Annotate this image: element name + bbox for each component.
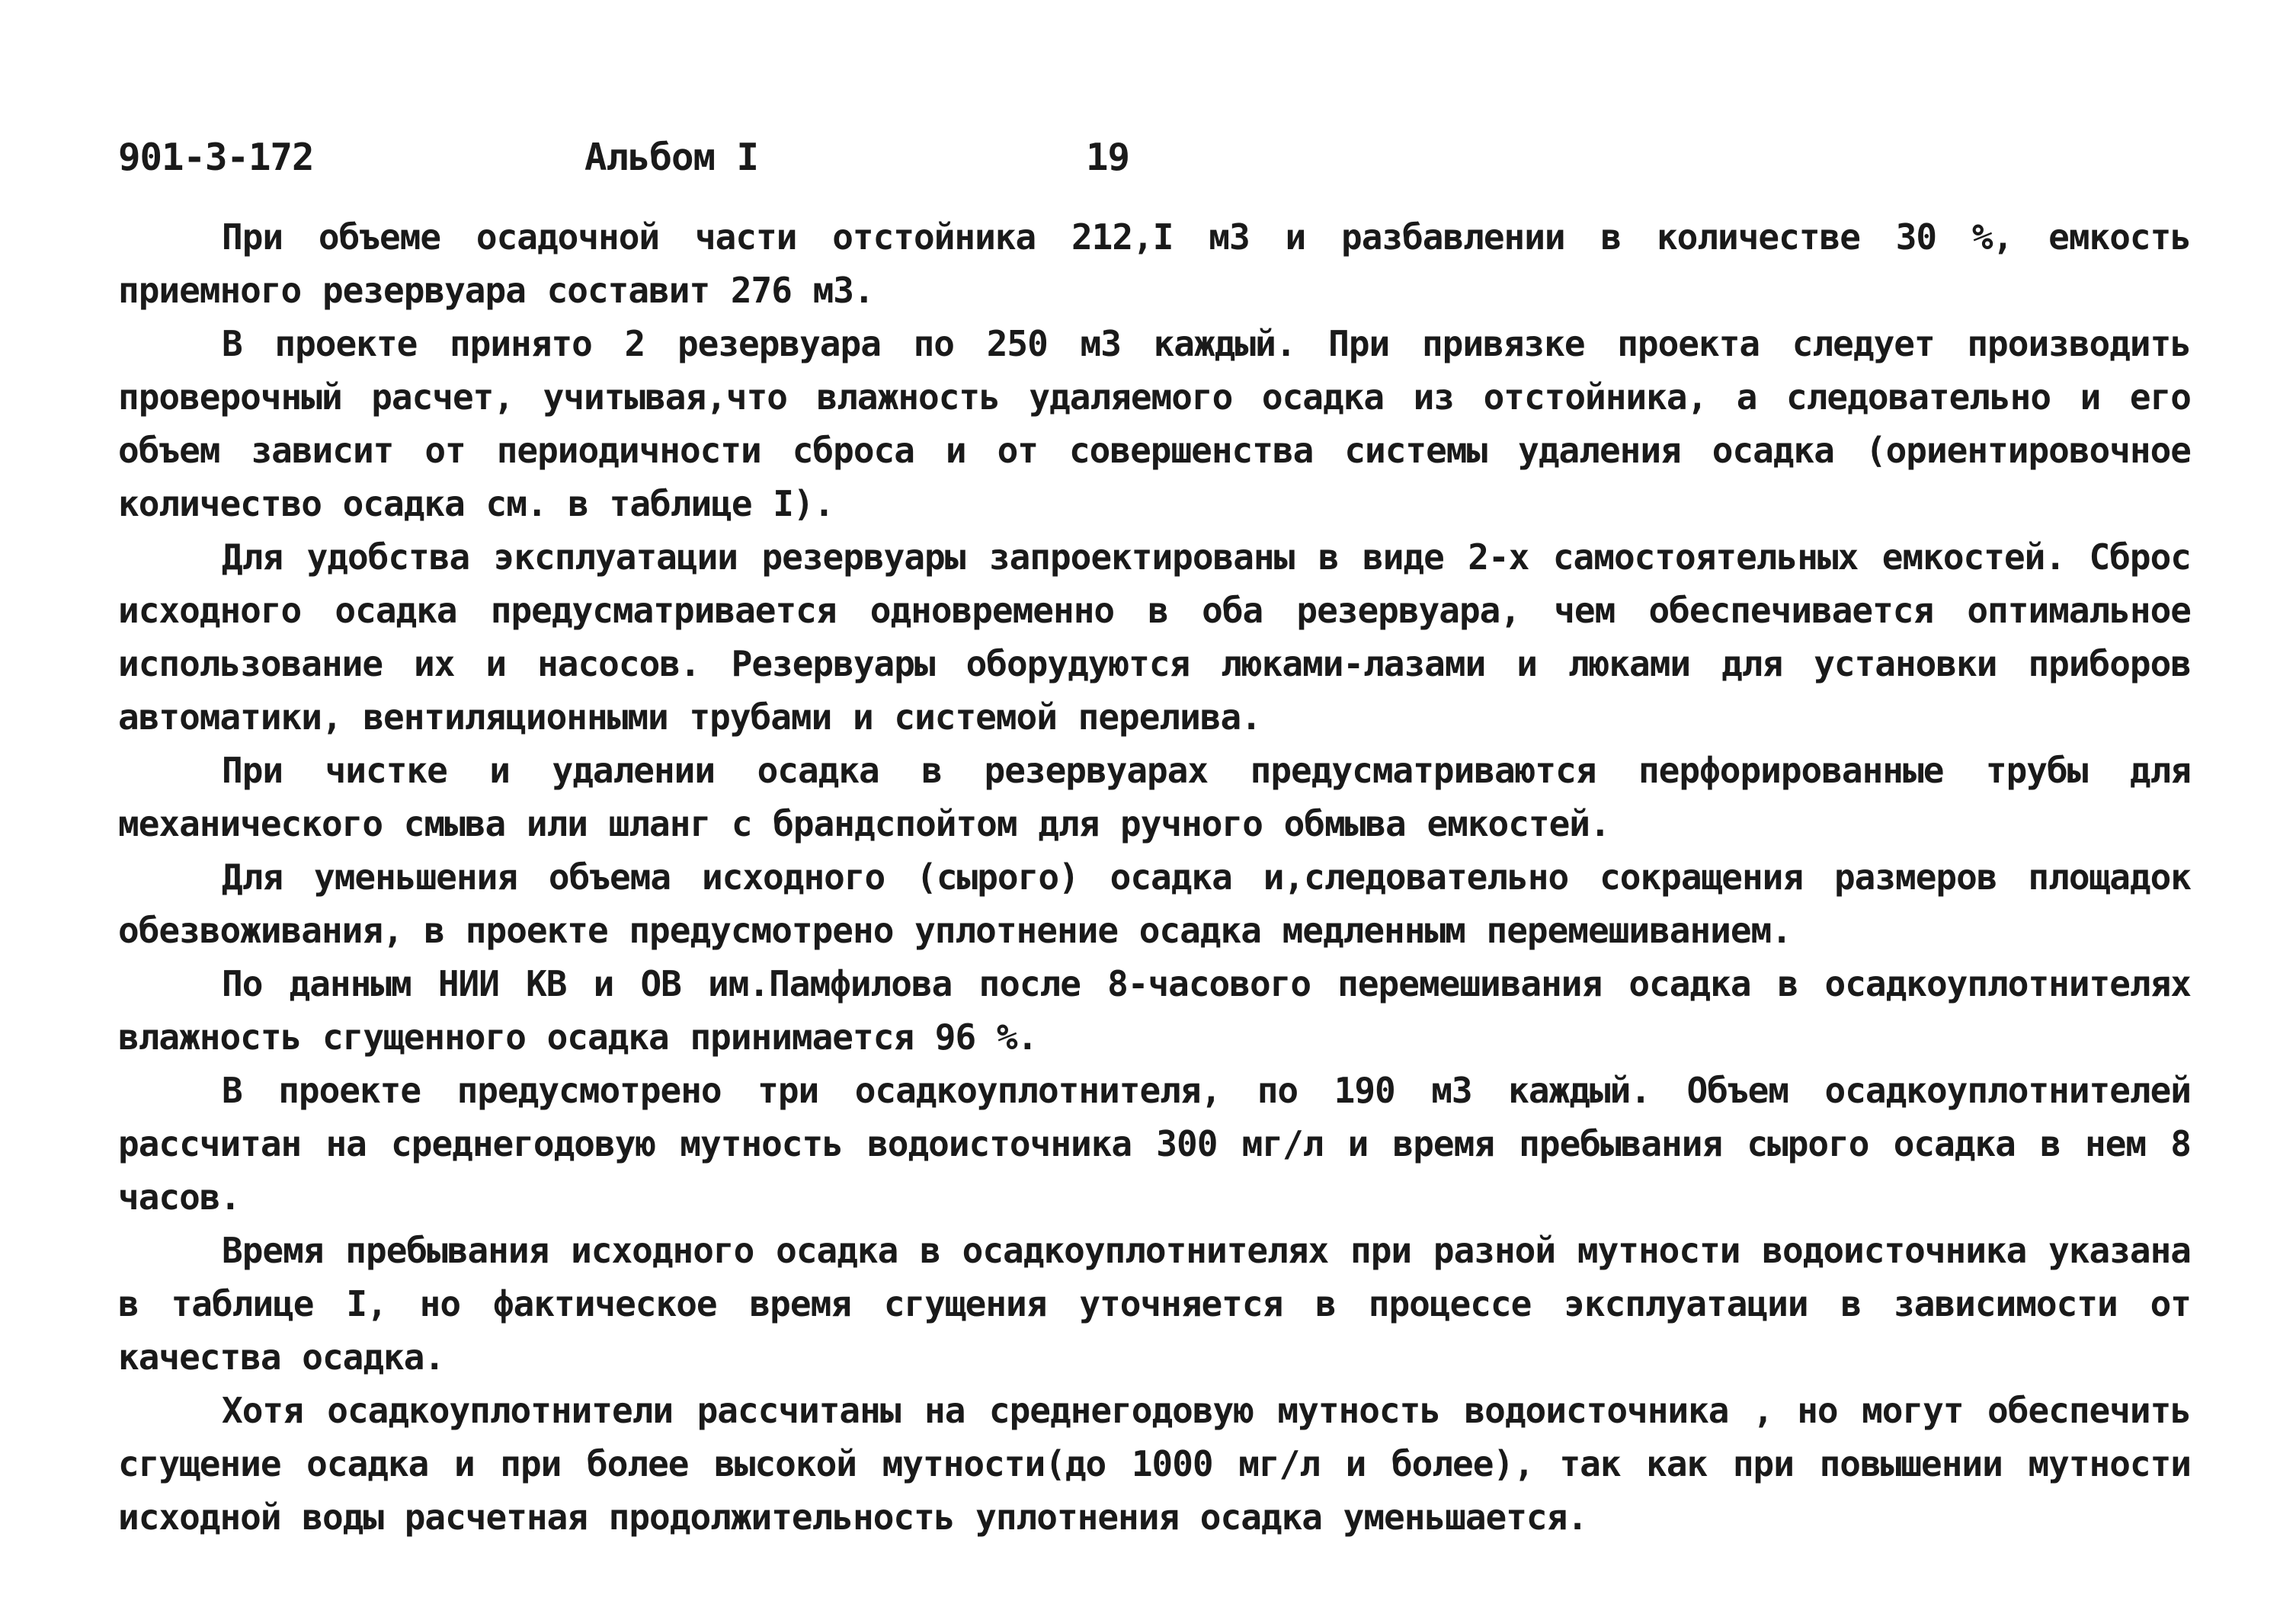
page-number: 19 xyxy=(1086,136,1130,179)
paragraph-4: При чистке и удалении осадка в резервуарах предусматриваются перфорированные трубы для механического смыва или шланг с брандспойтом для ручного обмыва емкостей. xyxy=(118,750,2191,844)
paragraph-3: Для удобства эксплуатации резервуары запроектированы в виде 2-х самостоятельных емкостей. Сброс исходного осадка предусматривается одновременно в оба резервуара, чем обеспечивается оптимальное использование их и насосов. Резервуары оборудуются люками-лазами и люками для установки приборов автоматики, вентиляционными трубами и системой перелива. xyxy=(118,536,2191,738)
album-title: Альбом I xyxy=(584,136,759,179)
paragraph-5: Для уменьшения объема исходного (сырого) осадка и,следовательно сокращения размеров площадок обезвоживания, в проекте предусмотрено уплотнение осадка медленным перемешиванием. xyxy=(118,856,2191,951)
paragraph-6: По данным НИИ КВ и ОВ им.Памфилова после 8-часового перемешивания осадка в осадкоуплотнителях влажность сгущенного осадка принимается 96 %. xyxy=(118,963,2191,1058)
paragraph-9: Хотя осадкоуплотнители рассчитаны на среднегодовую мутность водоисточника , но могут обеспечить сгущение осадка и при более высокой мутности(до 1000 мг/л и более), так как при повышении мутности исходной воды расчетная продолжительность уплотнения осадка уменьшается. xyxy=(118,1390,2191,1538)
body-text xyxy=(118,210,2191,1544)
document-code: 901-3-172 xyxy=(118,136,314,179)
paragraph-1: При объеме осадочной части отстойника 212,I м3 и разбавлении в количестве 30 %, емкость приемного резервуара составит 276 м3. xyxy=(118,216,2191,311)
paragraph-2: В проекте принято 2 резервуара по 250 м3 каждый. При привязке проекта следует производить проверочный расчет, учитывая,что влажность удаляемого осадка из отстойника, а следовательно и его объем зависит от периодичности сброса и от совершенства системы удаления осадка (ориентировочное количество осадка см. в таблице I). xyxy=(118,323,2191,524)
paragraph-8: Время пребывания исходного осадка в осадкоуплотнителях при разной мутности водоисточника указана в таблице I, но фактическое время сгущения уточняется в процессе эксплуатации в зависимости от качества осадка. xyxy=(118,1230,2191,1378)
page-header xyxy=(118,136,2176,189)
paragraph-7: В проекте предусмотрено три осадкоуплотнителя, по 190 м3 каждый. Объем осадкоуплотнителей рассчитан на среднегодовую мутность водоисточника 300 мг/л и время пребывания сырого осадка в нем 8 часов. xyxy=(118,1070,2191,1218)
